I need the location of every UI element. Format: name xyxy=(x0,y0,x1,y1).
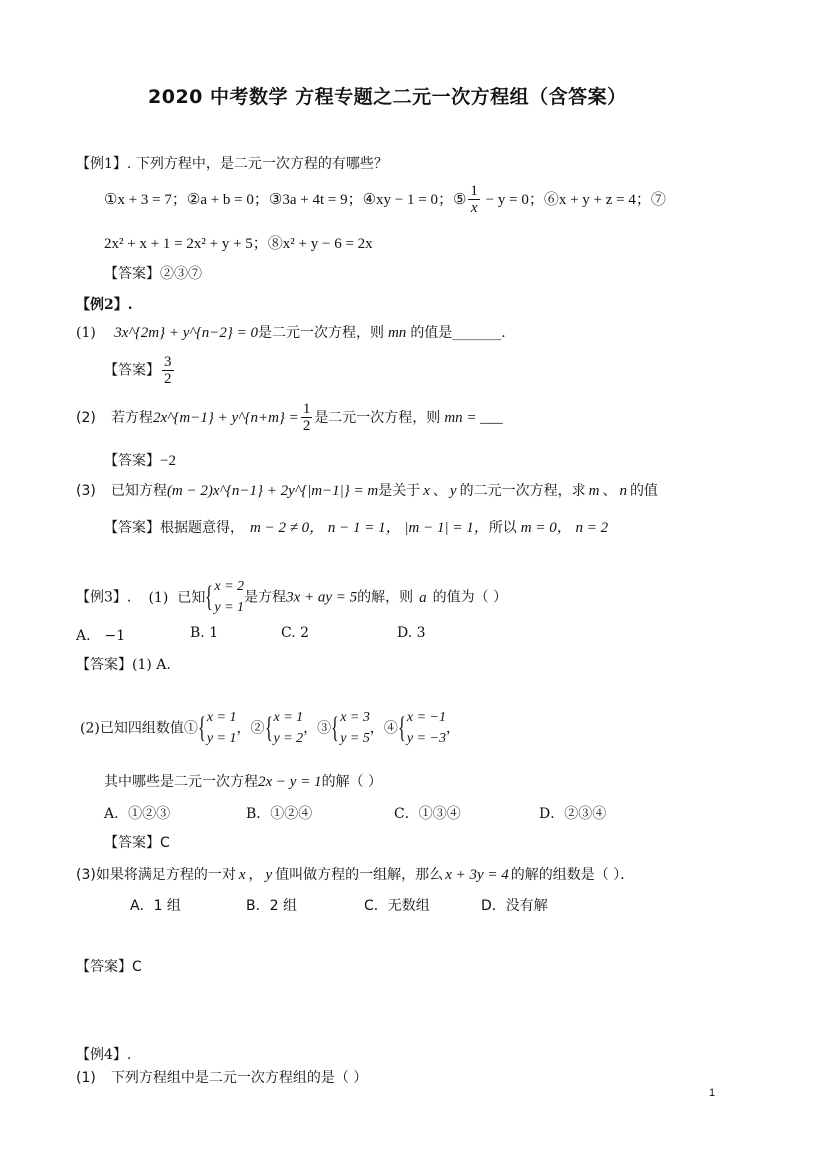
answer-label: 【答案】 xyxy=(76,657,132,673)
q2-option-c: C．①③④ xyxy=(394,806,461,822)
set-bottom: y = 2 xyxy=(273,731,304,746)
question-text: 是方程 xyxy=(244,589,287,606)
separator: ，② xyxy=(236,720,265,737)
brace-icon: { xyxy=(205,580,214,613)
example-1-line2: 2x² + x + 1 = 2x² + y + 5；⑧x² + y − 6 = 2x xyxy=(104,236,373,252)
answer-label: 【答案】 xyxy=(104,362,160,379)
option-a: A． −1 xyxy=(76,628,126,644)
example-3-answer-3 xyxy=(76,956,142,976)
example-2-answer-1 xyxy=(104,354,176,387)
question-text: 是二元一次方程，则 xyxy=(257,325,384,341)
answer-so: 所以 xyxy=(488,520,517,536)
variable-x: x xyxy=(238,867,246,883)
answer-value: ②③⑦ xyxy=(160,266,202,282)
question-equation: x + 3y = 4 xyxy=(445,867,509,883)
separator: 、 xyxy=(432,483,447,499)
set-top: x = 1 xyxy=(273,710,304,725)
question-number: (1) xyxy=(76,1070,96,1086)
example-3-answer-2 xyxy=(104,832,170,852)
value-set-4 xyxy=(398,707,446,749)
example-2-label: 【例2】. xyxy=(76,297,133,313)
answer-label: 【答案】 xyxy=(104,520,160,536)
question-tail: 的值是_______. xyxy=(410,325,506,341)
example-2-q2 xyxy=(76,401,503,434)
value-set-3 xyxy=(331,707,370,749)
question-text: 值叫做方程的一组解，那么 xyxy=(275,867,444,883)
answer-text: 根据题意得， xyxy=(160,520,244,536)
example-2-answer-3 xyxy=(104,516,608,537)
brace-icon: { xyxy=(331,711,340,744)
separator: ， xyxy=(445,720,460,737)
question-tail: 的解的组数是（ ）． xyxy=(510,867,635,883)
question-prefix: 若方程 xyxy=(110,410,153,426)
question-tail: 的解（ ） xyxy=(321,774,383,790)
set-bottom: y = 1 xyxy=(206,731,237,746)
example-1-question xyxy=(76,153,388,173)
equation-system xyxy=(205,576,244,618)
question-prefix: 已知 xyxy=(177,589,206,606)
example-1-label: 【例1】 xyxy=(76,156,127,172)
fraction-numerator: 1 xyxy=(302,401,311,417)
example-3-answer-1 xyxy=(76,654,171,674)
answer-result: m = 0， n = 2 xyxy=(520,520,609,536)
answer-fraction xyxy=(162,354,174,387)
fraction-numerator: 3 xyxy=(164,354,172,370)
example-3-q2-line2 xyxy=(104,771,382,791)
question-tail: mn = ___ xyxy=(444,410,503,426)
question-number: (1) xyxy=(148,589,169,606)
answer-label: 【答案】 xyxy=(104,453,160,469)
page-title: 2020 中考数学 方程专题之二元一次方程组（含答案） xyxy=(148,86,627,108)
question-number: (2) xyxy=(76,410,96,426)
example-1-answer xyxy=(104,263,202,283)
variable-x: x xyxy=(423,483,430,499)
variable-y: y xyxy=(265,867,273,883)
example-1-text: . 下列方程中，是二元一次方程的有哪些？ xyxy=(126,156,388,172)
set-bottom: y = 5 xyxy=(340,731,370,746)
question-end: 的值为（ ） xyxy=(432,589,508,606)
q2-option-b: B．①②④ xyxy=(246,806,313,822)
variable-y: y xyxy=(449,483,457,499)
variable-m: m xyxy=(588,483,600,499)
answer-value: C xyxy=(132,959,142,975)
example-1-line1 xyxy=(104,183,666,216)
value-set-1 xyxy=(198,707,237,749)
question-variable: mn xyxy=(387,325,407,341)
brace-icon: { xyxy=(397,711,406,744)
option-c: C. 2 xyxy=(281,625,310,641)
system-bottom: y = 1 xyxy=(214,600,245,615)
example-3-q2 xyxy=(80,707,460,749)
answer-label: 【答案】 xyxy=(104,266,160,282)
question-text: 是二元一次方程，则 xyxy=(314,410,441,426)
question-equation: 3x^{2m} + y^{n−2} = 0 xyxy=(114,325,258,341)
example-3-q1 xyxy=(76,576,507,618)
question-prefix: 其中哪些是二元一次方程 xyxy=(104,774,258,790)
example-3-q3 xyxy=(76,864,634,884)
question-number: (1) xyxy=(76,325,96,341)
question-prefix: (2)已知四组数值① xyxy=(80,720,198,737)
answer-value: −2 xyxy=(160,453,176,469)
question-tail: 的解，则 xyxy=(357,589,414,606)
brace-icon: { xyxy=(264,711,273,744)
question-equation: 3x + ay = 5 xyxy=(286,589,358,606)
answer-label: 【答案】 xyxy=(104,835,160,851)
question-equation: (m − 2)x^{n−1} + 2y^{|m−1|} = m xyxy=(166,483,379,499)
q3-option-d: D．没有解 xyxy=(481,898,548,914)
question-tail: 的二元一次方程，求 xyxy=(459,483,586,499)
question-number: (3) xyxy=(76,483,96,499)
question-prefix: 已知方程 xyxy=(110,483,167,499)
example-1-fraction xyxy=(468,183,480,216)
q3-option-c: C．无数组 xyxy=(364,898,430,914)
option-b: B. 1 xyxy=(190,625,219,641)
set-top: x = −1 xyxy=(406,710,446,725)
question-end: 的值 xyxy=(629,483,658,499)
q2-option-d: D．②③④ xyxy=(539,806,607,822)
set-top: x = 3 xyxy=(340,710,370,725)
example-4-q1 xyxy=(76,1067,367,1087)
set-top: x = 1 xyxy=(206,710,237,725)
separator: 、 xyxy=(602,483,617,499)
value-set-2 xyxy=(265,707,304,749)
answer-label: 【答案】 xyxy=(76,959,132,975)
example-2-answer-2 xyxy=(104,450,176,470)
separator: ，③ xyxy=(303,720,332,737)
question-equation: 2x^{m−1} + y^{n+m} = xyxy=(152,410,299,426)
variable-a: a xyxy=(419,589,427,606)
page-number: 1 xyxy=(709,1087,716,1099)
fraction-denominator: 2 xyxy=(302,418,311,434)
fraction-denominator: x xyxy=(470,200,478,216)
example-2-q1 xyxy=(76,322,506,342)
answer-conditions: m − 2 ≠ 0， n − 1 = 1， |m − 1| = 1， xyxy=(250,520,489,536)
brace-icon: { xyxy=(197,711,206,744)
set-bottom: y = −3 xyxy=(406,731,446,746)
question-equation: 2x − y = 1 xyxy=(258,774,322,790)
q2-option-a: A．①②③ xyxy=(104,806,171,822)
q3-option-b: B．2 组 xyxy=(246,898,297,914)
answer-value: (1) A. xyxy=(132,657,171,673)
example-1-equations-a: ①x + 3 = 7；②a + b = 0；③3a + 4t = 9；④xy − 1 = 0；⑤ xyxy=(104,192,467,208)
example-4-label: 【例4】. xyxy=(76,1047,132,1063)
option-d: D. 3 xyxy=(397,625,426,641)
example-2-q3 xyxy=(76,480,658,500)
system-top: x = 2 xyxy=(214,579,245,594)
answer-value: C xyxy=(160,835,170,851)
question-prefix: (3)如果将满足方程的一对 xyxy=(76,867,236,883)
example-1-equations-b: − y = 0；⑥x + y + z = 4；⑦ xyxy=(481,192,666,208)
separator: ， xyxy=(248,867,263,883)
fraction-numerator: 1 xyxy=(470,183,478,199)
fraction-denominator: 2 xyxy=(164,371,172,387)
question-text: 是关于 xyxy=(378,483,421,499)
question-fraction xyxy=(301,401,313,434)
variable-n: n xyxy=(619,483,627,499)
separator: ，④ xyxy=(369,720,398,737)
example-3-label: 【例3】. xyxy=(76,589,132,606)
q3-option-a: A．1 组 xyxy=(130,898,181,914)
question-text: 下列方程组中是二元一次方程组的是（ ） xyxy=(110,1070,368,1086)
